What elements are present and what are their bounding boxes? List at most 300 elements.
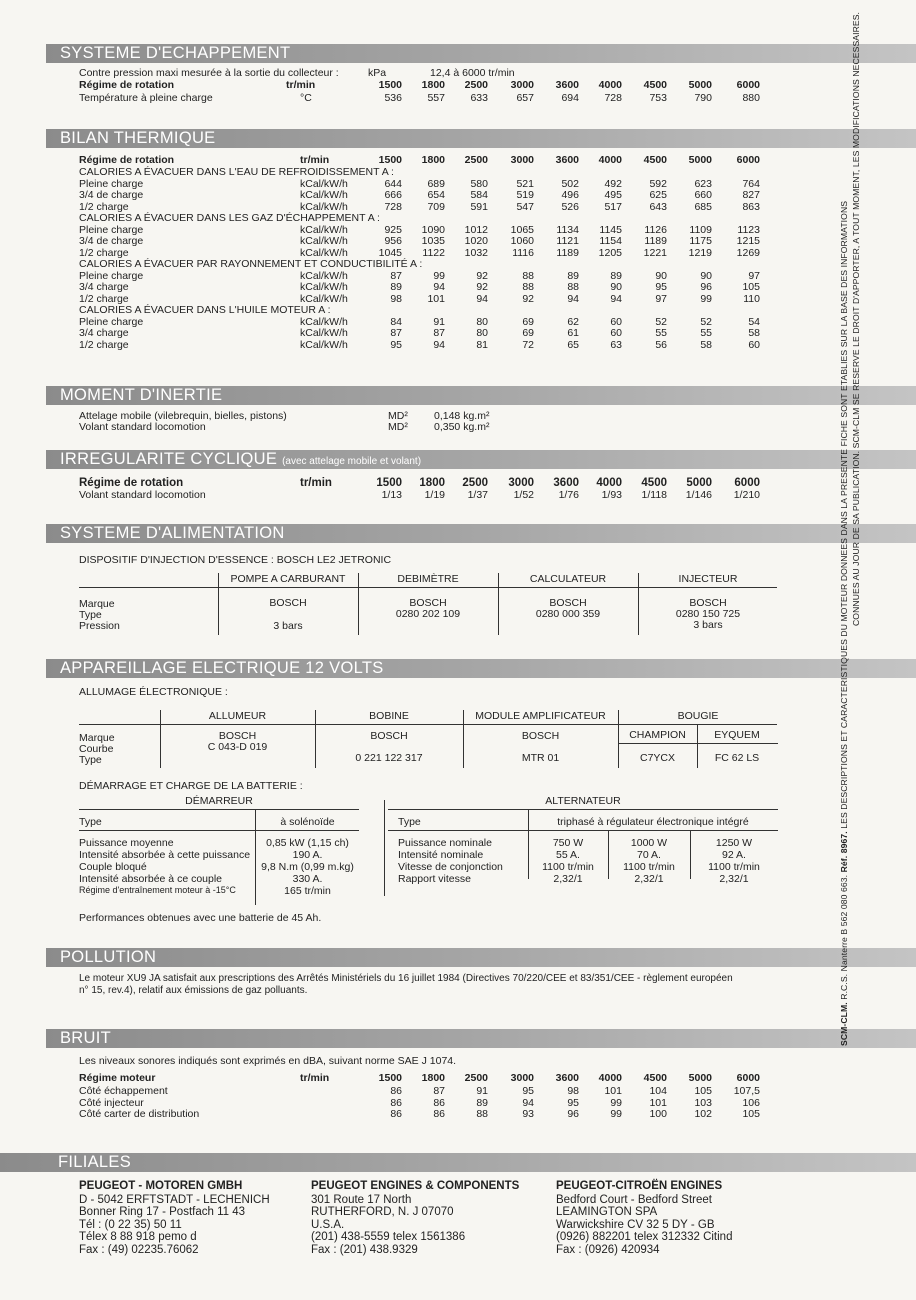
bruit-row [0,1108,916,1120]
value-cell: 91 [433,315,445,328]
value-cell: 1116 [512,246,534,259]
value-cell: 102 [694,1108,712,1120]
filiale-line: Télex 8 88 918 pemo d [79,1231,197,1243]
section-title-pollution: POLLUTION [60,948,157,966]
value-cell: 4500 [643,79,667,91]
value-cell: 2500 [464,1072,488,1084]
injection-intro: DISPOSITIF D'INJECTION D'ESSENCE : BOSCH LE2 JETRONIC [79,554,392,566]
section-band-electrique [46,659,916,678]
alternateur-value: 750 W [552,837,584,849]
value-cell: 88 [522,269,534,282]
regime-label: Régime de rotation [79,477,184,489]
value-cell: 1035 [421,235,445,247]
inertie-label: Volant standard locomotion [79,421,206,433]
header-module: MODULE AMPLIFICATEUR [475,710,606,722]
alternateur-label: Puissance nominale [398,837,492,849]
bilan-row [0,281,916,293]
value-cell: 54 [748,315,760,328]
value-cell: 6000 [734,477,760,489]
value-cell: 1060 [510,235,534,247]
table-divider [388,830,778,831]
row-label-marque: Marque [79,732,115,744]
alternateur-label: Intensité nominale [398,849,484,861]
value-cell: 94 [433,281,445,293]
section-band-pollution [46,948,916,967]
bilan-row [0,178,916,190]
value-cell: 3000 [510,154,534,166]
value-cell: 880 [742,92,760,104]
section-title-irregularite [60,450,421,471]
section-band-filiales [0,1153,916,1172]
value-cell: 956 [384,235,402,247]
section-title-bilan: BILAN THERMIQUE [60,129,216,147]
alternateur-value: 92 A. [722,849,746,861]
value-cell: 1800 [421,154,445,166]
bilan-regime-row [0,154,916,166]
bruit-row [0,1085,916,1097]
alternateur-type-label: Type [398,816,421,828]
inertie-symbol: MD² [388,410,408,422]
irregularite-regime-row [0,477,916,489]
value-cell: 1/76 [558,489,579,501]
regime-unit: tr/min [286,79,316,91]
alternateur-type-value: triphasé à régulateur électronique intégré [557,816,749,828]
filiale-line: (201) 438-5559 telex 1561386 [311,1231,466,1243]
demarreur-label: Puissance moyenne [79,837,174,849]
bilan-row [0,316,916,328]
value-cell: 52 [655,315,667,328]
filiale-line: 301 Route 17 North [311,1193,412,1206]
value-cell: 99 [610,1108,622,1120]
value-cell: 3600 [555,1072,579,1084]
value-cell: 2500 [464,154,488,166]
value-cell: 728 [384,200,402,213]
alternateur-value: 1100 tr/min [542,861,594,873]
value-cell: 62 [567,315,579,328]
header-pompe: POMPE A CARBURANT [230,573,346,585]
module-marque: BOSCH [521,730,560,742]
demarreur-value: 9,8 N.m (0,99 m.kg) [261,861,354,873]
value-cell: 107,5 [733,1085,760,1097]
demarrage-label: DÉMARRAGE ET CHARGE DE LA BATTERIE : [79,780,303,792]
value-cell: 1020 [464,235,488,247]
inertie-value: 0,350 kg.m² [434,421,490,433]
value-cell: 1121 [556,235,579,247]
row-label: Pleine charge [79,269,144,282]
value-cell: 89 [567,269,579,282]
value-cell: 100 [649,1108,667,1120]
allumeur-courbe: C 043-D 019 [207,741,268,753]
value-cell: 95 [522,1085,534,1097]
value-cell: 56 [655,338,667,351]
value-cell: 3600 [555,154,579,166]
filiale-usa [311,1180,519,1256]
bruit-intro: Les niveaux sonores indiqués sont exprimés en dBA, suivant norme SAE J 1074. [79,1055,457,1067]
value-cell: 69 [522,327,534,339]
value-cell: 728 [604,92,622,104]
demarreur-value: 190 A. [292,849,323,861]
filiale-line: Fax : (49) 02235.76062 [79,1243,199,1256]
row-label: 3/4 de charge [79,235,144,247]
row-label: Pleine charge [79,177,144,190]
value-cell: 101 [649,1096,667,1109]
value-cell: 98 [390,292,402,305]
value-cell: 925 [384,223,402,236]
bilan-row [0,247,916,259]
value-cell: 95 [390,338,402,351]
value-cell: 91 [476,1085,488,1097]
value-cell: 1189 [556,246,579,259]
filiale-name: PEUGEOT-CITROËN ENGINES [556,1180,723,1192]
filiale-line: D - 5042 ERFTSTADT - LECHENICH [79,1193,270,1206]
side-legal-note [838,12,862,1046]
value-cell: 3600 [553,477,579,489]
value-cell: 547 [516,200,534,213]
header-allumeur: ALLUMEUR [208,710,267,722]
value-cell: 863 [742,200,760,213]
side-note-line1 [838,12,850,1046]
value-cell: 96 [700,281,712,293]
demarreur-type-value: à solénoïde [280,816,335,828]
alternateur-label: Vitesse de conjonction [398,861,503,873]
row-label: Pleine charge [79,223,144,236]
value-cell: 58 [748,327,760,339]
bruit-regime-row [0,1072,916,1084]
row-label-pression: Pression [79,620,120,632]
value-cell: 1126 [644,223,667,236]
value-cell: 580 [470,177,488,190]
contre-pression-unit: kPa [368,67,387,79]
value-cell: 90 [610,281,622,293]
alternateur-value: 70 A. [637,849,661,861]
value-cell: 95 [567,1096,579,1109]
value-cell: 2500 [464,79,488,91]
value-cell: 88 [567,281,579,293]
value-cell: 1032 [464,246,488,259]
value-cell: 1500 [376,477,402,489]
value-cell: 4500 [641,477,667,489]
value-cell: 90 [700,269,712,282]
regime-label: Régime de rotation [79,154,175,166]
value-cell: 81 [476,338,488,351]
value-cell: 86 [390,1085,402,1097]
value-cell: 1205 [598,246,622,259]
irregularite-title: IRREGULARITE CYCLIQUE [60,450,278,468]
value-cell: 753 [649,92,667,104]
regime-label: Régime de rotation [79,79,175,91]
filiale-line: Bedford Court - Bedford Street [556,1193,712,1206]
inertie-value: 0,148 kg.m² [434,410,490,422]
value-cell: 1219 [688,246,712,259]
value-cell: 60 [610,327,622,339]
value-cell: 101 [427,292,445,305]
calculateur-marque: BOSCH [549,597,587,609]
value-cell: 106 [742,1096,760,1109]
section-band-bilan [46,129,916,148]
performances-note: Performances obtenues avec une batterie de 45 Ah. [79,912,322,924]
value-cell: 99 [610,1096,622,1109]
header-bougie: BOUGIE [677,710,719,722]
table-divider [618,743,778,744]
inertie-row [0,421,916,433]
row-label-courbe: Courbe [79,743,114,755]
value-cell: 61 [567,327,579,339]
value-cell: 4000 [596,477,622,489]
value-cell: 58 [700,338,712,351]
section-title-alimentation: SYSTEME D'ALIMENTATION [60,524,285,542]
bougie-champion-header: CHAMPION [629,729,686,741]
value-cell: 496 [561,189,579,201]
row-unit: kCal/kW/h [300,223,348,236]
value-cell: 110 [743,292,760,305]
value-cell: 689 [427,177,445,190]
value-cell: 6000 [736,79,760,91]
value-cell: 1065 [510,223,534,236]
value-cell: 87 [433,327,445,339]
value-cell: 55 [700,327,712,339]
value-cell: 5000 [686,477,712,489]
pompe-pression: 3 bars [273,620,303,632]
value-cell: 1145 [599,223,622,236]
value-cell: 633 [470,92,488,104]
value-cell: 89 [390,281,402,293]
value-cell: 1/146 [685,489,712,501]
row-unit: kCal/kW/h [300,246,348,259]
value-cell: 1090 [421,223,445,236]
value-cell: 1500 [378,1072,402,1084]
row-label: 3/4 charge [79,281,129,293]
value-cell: 644 [384,177,402,190]
demarreur-value: 165 tr/min [284,885,331,897]
bruit-row [0,1097,916,1109]
section-title-electrique: APPAREILLAGE ELECTRIQUE 12 VOLTS [60,659,384,677]
bilan-row [0,327,916,339]
value-cell: 1/52 [513,489,534,501]
value-cell: 1269 [736,246,760,259]
inertie-label: Attelage mobile (vilebrequin, bielles, pistons) [79,410,287,422]
injecteur-pression: 3 bars [693,619,723,631]
value-cell: 94 [610,292,622,305]
value-cell: 1/19 [424,489,445,501]
row-unit: kCal/kW/h [300,269,348,282]
value-cell: 1/93 [601,489,622,501]
value-cell: 666 [384,189,402,201]
value-cell: 97 [655,292,667,305]
section-band-irregularite [46,450,916,469]
filiale-line: Warwickshire CV 32 5 DY - GB [556,1218,715,1231]
alternateur-value: 2,32/1 [634,873,664,885]
row-unit: kCal/kW/h [300,281,348,293]
alternateur-value: 1000 W [630,837,668,849]
value-cell: 92 [522,292,534,305]
value-cell: 536 [384,92,402,104]
row-label: Côté injecteur [79,1096,144,1109]
bilan-row [0,189,916,201]
bougie-eyquem-header: EYQUEM [714,729,760,741]
alternateur-value: 1100 tr/min [708,861,760,873]
table-divider [388,809,778,810]
value-cell: 1500 [378,79,402,91]
volant-label: Volant standard locomotion [79,489,206,501]
demarreur-label: Régime d'entraînement moteur à -15°C [79,885,236,895]
value-cell: 86 [390,1108,402,1120]
side-note-rcs: R.C.S. Nanterre B 562 080 663. [839,874,849,1000]
value-cell: 1109 [689,223,712,236]
value-cell: 1/118 [641,489,667,501]
value-cell: 65 [567,338,579,351]
alternateur-value: 2,32/1 [553,873,583,885]
row-label: 3/4 de charge [79,189,144,201]
module-type: MTR 01 [521,752,560,764]
value-cell: 790 [694,92,712,104]
row-unit: kCal/kW/h [300,327,348,339]
value-cell: 98 [567,1085,579,1097]
value-cell: 92 [476,269,488,282]
value-cell: 694 [561,92,579,104]
value-cell: 104 [649,1085,667,1097]
value-cell: 96 [567,1108,579,1120]
table-divider [384,800,385,896]
value-cell: 94 [433,338,445,351]
value-cell: 95 [655,281,667,293]
filiale-name: PEUGEOT - MOTOREN GMBH [79,1180,243,1192]
value-cell: 4000 [598,154,622,166]
section-band-echappement [46,44,916,63]
value-cell: 94 [522,1096,534,1109]
irregularite-volant-row [0,489,916,501]
row-label: Côté carter de distribution [79,1108,200,1120]
row-label: 3/4 charge [79,327,129,339]
demarreur-type-label: Type [79,816,102,828]
value-cell: 87 [433,1085,445,1097]
row-label: 1/2 charge [79,246,129,259]
value-cell: 502 [561,177,579,190]
regime-unit: tr/min [300,154,330,166]
value-cell: 492 [604,177,622,190]
row-unit: kCal/kW/h [300,189,348,201]
value-cell: 99 [700,292,712,305]
pollution-text-line2: n° 15, rev.4), relatif aux émissions de gaz polluants. [79,985,308,996]
row-label-marque: Marque [79,598,115,610]
value-cell: 5000 [688,1072,712,1084]
section-title-bruit: BRUIT [60,1029,111,1047]
value-cell: 103 [694,1096,712,1109]
value-cell: 1/37 [467,489,488,501]
value-cell: 709 [427,200,445,213]
row-label: Côté échappement [79,1085,168,1097]
bilan-group-title: CALORIES A ÉVACUER DANS L'HUILE MOTEUR A : [79,304,331,316]
value-cell: 1189 [644,235,667,247]
value-cell: 1215 [736,235,760,247]
filiale-line: Tél : (0 22 35) 50 11 [79,1218,182,1231]
alternateur-label: Rapport vitesse [398,873,471,885]
row-label-type: Type [79,754,102,766]
value-cell: 1175 [689,235,712,247]
row-unit: kCal/kW/h [300,315,348,328]
regime-unit: tr/min [300,477,332,489]
value-cell: 654 [427,189,445,201]
value-cell: 94 [476,292,488,305]
value-cell: 3600 [555,79,579,91]
section-band-inertie [46,386,916,405]
side-note-line2: CONNUES AU JOUR DE SA PUBLICATION. SCM-CLM SE RESERVE LE DROIT D'APPORTER, A TOUT MOMENT, LES MODIFICATIONS NECESSAIRES. [851,11,861,626]
alternateur-value: 1250 W [715,837,753,849]
value-cell: 685 [694,200,712,213]
value-cell: 80 [476,327,488,339]
bilan-group-title: CALORIES A ÉVACUER DANS LES GAZ D'ÉCHAPPEMENT A : [79,212,380,224]
row-label: Pleine charge [79,315,144,328]
section-title-inertie: MOMENT D'INERTIE [60,386,223,404]
table-divider [79,587,777,588]
value-cell: 92 [476,281,488,293]
section-title-filiales: FILIALES [58,1153,132,1171]
contre-pression-value: 12,4 à 6000 tr/min [430,67,515,79]
value-cell: 526 [561,200,579,213]
alternateur-value: 2,32/1 [719,873,749,885]
bilan-row [0,270,916,282]
value-cell: 5000 [688,79,712,91]
allumage-label: ALLUMAGE ÉLECTRONIQUE : [79,686,228,698]
value-cell: 86 [433,1108,445,1120]
table-divider [79,809,359,810]
value-cell: 89 [476,1096,488,1109]
section-title-echappement: SYSTEME D'ECHAPPEMENT [60,44,291,62]
demarreur-label: Intensité absorbée à cette puissance [79,849,251,861]
filiale-line: Bonner Ring 17 - Postfach 11 43 [79,1206,246,1218]
inertie-symbol: MD² [388,421,408,433]
value-cell: 517 [604,200,622,213]
value-cell: 495 [604,189,622,201]
filiale-uk [556,1180,732,1256]
value-cell: 60 [748,338,760,351]
value-cell: 87 [390,327,402,339]
injecteur-type: 0280 150 725 [675,608,741,620]
row-label: 1/2 charge [79,338,129,351]
value-cell: 4000 [598,79,622,91]
value-cell: 764 [742,177,760,190]
value-cell: 3000 [510,79,534,91]
value-cell: 3000 [508,477,534,489]
value-cell: 86 [390,1096,402,1109]
value-cell: 1012 [464,223,488,236]
value-cell: 625 [649,189,667,201]
pollution-text-line1: Le moteur XU9 JA satisfait aux prescriptions des Arrêtés Ministériels du 16 juillet 1984 (Directives 70/220/CEE et 83/351/CEE - règlement européen [79,973,733,984]
row-unit: kCal/kW/h [300,292,348,305]
value-cell: 105 [742,1108,760,1120]
value-cell: 94 [567,292,579,305]
value-cell: 1500 [378,154,402,166]
value-cell: 1800 [419,477,445,489]
value-cell: 1/13 [381,489,402,501]
temperature-unit: °C [300,92,312,104]
bobine-marque: BOSCH [370,730,408,742]
bilan-group-title: CALORIES A ÉVACUER DANS L'EAU DE REFROIDISSEMENT A : [79,166,394,178]
bilan-row [0,224,916,236]
alternateur-title: ALTERNATEUR [545,795,621,807]
value-cell: 89 [610,269,622,282]
value-cell: 55 [655,327,667,339]
bilan-row [0,201,916,213]
header-bobine: BOBINE [369,710,409,722]
regime-unit: tr/min [300,1072,330,1084]
bilan-row [0,293,916,305]
demarreur-value: 330 A. [292,873,323,885]
value-cell: 519 [516,189,534,201]
value-cell: 1/210 [733,489,760,501]
filiale-germany [79,1180,270,1256]
value-cell: 623 [694,177,712,190]
side-note-company: SCM-CLM. [839,1002,849,1046]
